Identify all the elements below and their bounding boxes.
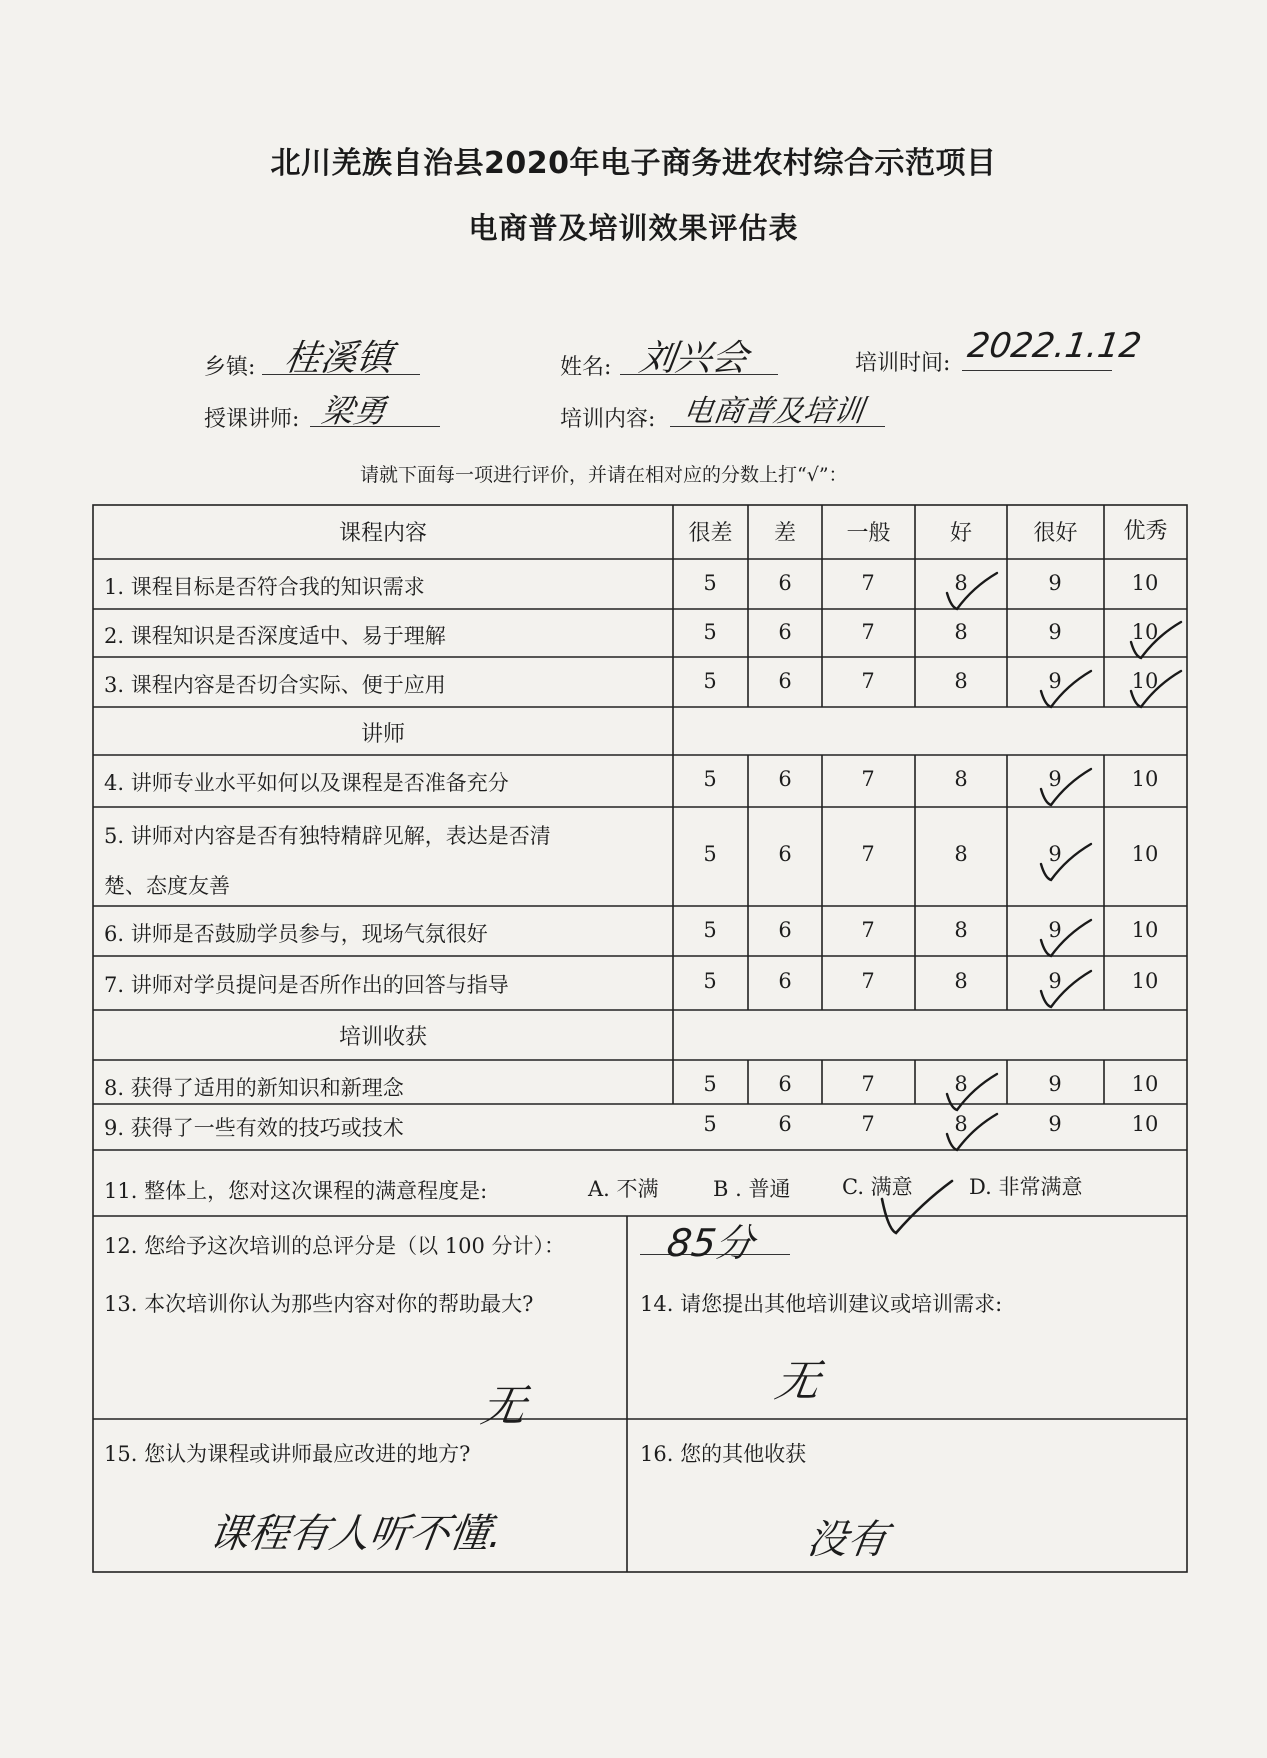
row-7-score-5[interactable]: 5 [703,969,717,993]
row-7-score-9[interactable]: 9 [1048,969,1062,993]
q13-answer[interactable]: 无 [477,1381,529,1432]
row-4-text: 4. 讲师专业水平如何以及课程是否准备充分 [104,771,509,795]
row-5-score-7[interactable]: 7 [861,842,875,866]
row-5-score-8[interactable]: 8 [954,842,968,866]
q11-option-d[interactable]: D. 非常满意 [969,1175,1083,1199]
row-2-score-9[interactable]: 9 [1048,620,1062,644]
row-9-score-5[interactable]: 5 [703,1112,717,1136]
row-1-score-7[interactable]: 7 [861,571,875,595]
row-3-score-8[interactable]: 8 [954,669,968,693]
q14-text: 14. 请您提出其他培训建议或培训需求: [640,1292,1003,1316]
name-value[interactable]: 刘兴会 [636,338,751,379]
section-teacher: 讲师 [360,722,405,747]
town-label: 乡镇: [204,355,256,380]
row-1-score-5[interactable]: 5 [703,571,717,595]
row-7-score-6[interactable]: 6 [778,969,792,993]
q16-text: 16. 您的其他收获 [640,1442,807,1466]
table-header-rating-4: 好 [949,521,972,546]
row-9-score-9[interactable]: 9 [1048,1112,1062,1136]
q15-answer[interactable]: 课程有人听不懂. [206,1511,506,1557]
row-8-score-6[interactable]: 6 [778,1072,792,1096]
row-2-score-8[interactable]: 8 [954,620,968,644]
table-header-rating-3: 一般 [846,521,891,546]
row-4-score-5[interactable]: 5 [703,767,717,791]
row-2-score-7[interactable]: 7 [861,620,875,644]
section-gain: 培训收获 [338,1025,427,1050]
row-9-score-8[interactable]: 8 [954,1112,968,1136]
q12-text: 12. 您给予这次培训的总评分是（以 100 分计）： [104,1234,566,1258]
row-1-score-10[interactable]: 10 [1131,571,1159,595]
name-label: 姓名: [560,355,612,380]
row-4-score-8[interactable]: 8 [954,767,968,791]
row-2-text: 2. 课程知识是否深度适中、易于理解 [104,624,446,648]
teacher-label: 授课讲师: [204,407,300,432]
row-7-text: 7. 讲师对学员提问是否所作出的回答与指导 [104,973,509,997]
q13-text: 13. 本次培训你认为那些内容对你的帮助最大? [104,1292,534,1316]
row-8-text: 8. 获得了适用的新知识和新理念 [104,1076,404,1100]
row-6-score-5[interactable]: 5 [703,918,717,942]
q12-answer[interactable]: 85分 [664,1221,757,1265]
row-1-score-6[interactable]: 6 [778,571,792,595]
row-4-score-9[interactable]: 9 [1048,767,1062,791]
town-value[interactable]: 桂溪镇 [281,338,396,379]
table-header-item: 课程内容 [338,521,427,546]
q14-answer[interactable]: 无 [771,1356,823,1407]
row-8-score-10[interactable]: 10 [1131,1072,1159,1096]
q11-option-a[interactable]: A. 不满 [588,1177,659,1201]
row-9-score-6[interactable]: 6 [778,1112,792,1136]
q11-text: 11. 整体上，您对这次课程的满意程度是: [104,1179,488,1203]
row-3-score-9[interactable]: 9 [1048,669,1062,693]
row-3-score-6[interactable]: 6 [778,669,792,693]
row-5-text-line1: 5. 讲师对内容是否有独特精辟见解，表达是否清 [104,824,551,848]
row-5-score-9[interactable]: 9 [1048,842,1062,866]
content-value[interactable]: 电商普及培训 [681,394,866,429]
row-3-score-7[interactable]: 7 [861,669,875,693]
table-header-rating-2: 差 [773,521,796,546]
row-5-score-10[interactable]: 10 [1131,842,1159,866]
row-7-score-10[interactable]: 10 [1131,969,1159,993]
row-8-score-9[interactable]: 9 [1048,1072,1062,1096]
time-label: 培训时间: [855,351,951,376]
row-3-score-5[interactable]: 5 [703,669,717,693]
row-1-score-8[interactable]: 8 [954,571,968,595]
row-6-score-10[interactable]: 10 [1131,918,1159,942]
row-8-score-8[interactable]: 8 [954,1072,968,1096]
table-header-rating-1: 很差 [688,521,733,546]
row-9-score-7[interactable]: 7 [861,1112,875,1136]
q11-option-b[interactable]: B . 普通 [713,1177,791,1201]
row-6-score-8[interactable]: 8 [954,918,968,942]
row-8-score-5[interactable]: 5 [703,1072,717,1096]
row-5-score-6[interactable]: 6 [778,842,792,866]
row-1-text: 1. 课程目标是否符合我的知识需求 [104,575,425,599]
row-9-text: 9. 获得了一些有效的技巧或技术 [104,1116,404,1140]
row-3-score-10[interactable]: 10 [1131,669,1159,693]
time-value[interactable]: 2022.1.12 [965,326,1144,366]
q16-answer[interactable]: 没有 [804,1517,891,1563]
teacher-value[interactable]: 梁勇 [319,392,389,430]
row-2-score-6[interactable]: 6 [778,620,792,644]
form-title: 北川羌族自治县2020年电子商务进农村综合示范项目 [270,146,997,181]
row-9-score-10[interactable]: 10 [1131,1112,1159,1136]
q11-option-c[interactable]: C. 满意 [842,1175,913,1199]
row-8-score-7[interactable]: 7 [861,1072,875,1096]
row-4-score-7[interactable]: 7 [861,767,875,791]
row-1-score-9[interactable]: 9 [1048,571,1062,595]
row-5-text-line2: 楚、态度友善 [104,874,230,898]
row-6-score-9[interactable]: 9 [1048,918,1062,942]
row-7-score-8[interactable]: 8 [954,969,968,993]
row-6-score-7[interactable]: 7 [861,918,875,942]
table-header-rating-6: 优秀 [1123,519,1168,544]
row-3-text: 3. 课程内容是否切合实际、便于应用 [104,673,446,697]
row-6-score-6[interactable]: 6 [778,918,792,942]
form-subtitle: 电商普及培训效果评估表 [468,211,799,245]
content-label: 培训内容: [560,407,656,432]
table-header-rating-5: 很好 [1033,521,1078,546]
row-5-score-5[interactable]: 5 [703,842,717,866]
row-4-score-10[interactable]: 10 [1131,767,1159,791]
q15-text: 15. 您认为课程或讲师最应改进的地方? [104,1442,471,1466]
row-7-score-7[interactable]: 7 [861,969,875,993]
row-2-score-10[interactable]: 10 [1131,620,1159,644]
row-4-score-6[interactable]: 6 [778,767,792,791]
row-6-text: 6. 讲师是否鼓励学员参与，现场气氛很好 [104,922,488,946]
instruction-text: 请就下面每一项进行评价，并请在相对应的分数上打“√”： [360,464,848,486]
row-2-score-5[interactable]: 5 [703,620,717,644]
